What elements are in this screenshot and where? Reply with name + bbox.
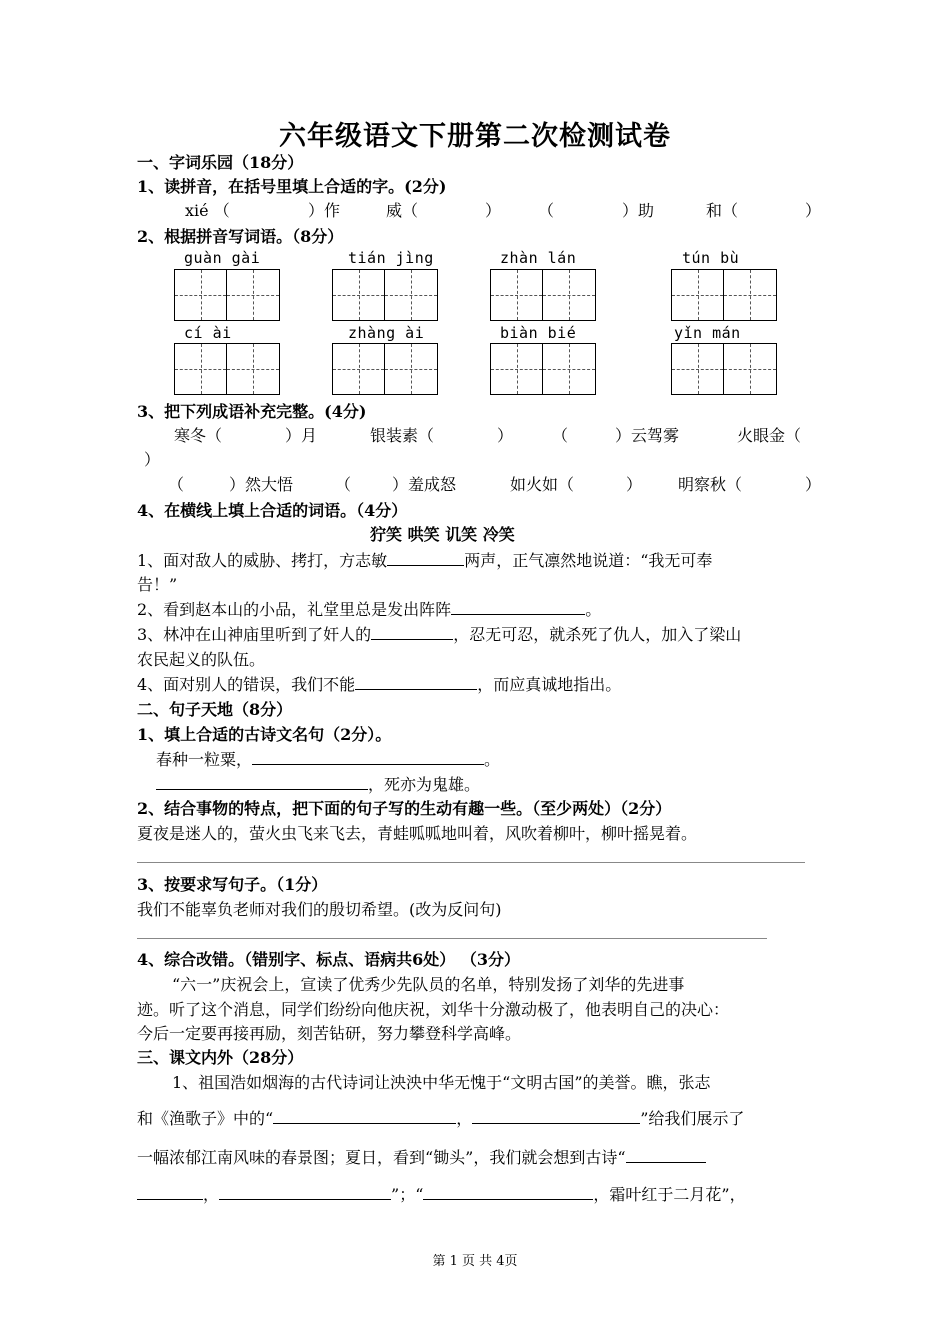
s2-q2-text: 夏夜是迷人的，萤火虫飞来飞去，青蛙呱呱地叫着，风吹着柳叶，柳叶摇晃着。	[137, 824, 698, 843]
writing-grid[interactable]	[671, 269, 777, 321]
answer-blank[interactable]	[355, 673, 477, 690]
idiom-part: （	[335, 475, 352, 494]
passage-text: ”；“	[391, 1185, 424, 1204]
passage-text: ，	[203, 1185, 220, 1204]
s2-q1-heading: 1、填上合适的古诗文名句（2分）。	[137, 725, 392, 744]
answer-blank[interactable]	[472, 1107, 640, 1124]
sentence-line	[137, 672, 621, 695]
sentence-text: ，而应真诚地指出。	[477, 675, 622, 694]
pinyin-label: tún bù	[682, 249, 740, 267]
idiom-part: ）然大悟	[229, 475, 294, 494]
passage-text: ，霜叶红于二月花”，	[593, 1185, 746, 1204]
pinyin-label: yǐn mán	[674, 324, 741, 342]
sentence-line	[137, 597, 601, 620]
poem-line	[156, 747, 500, 770]
passage-line	[137, 1106, 744, 1129]
passage-text: “六一”庆祝会上，宣读了优秀少先队员的名单，特别发扬了刘华的先进事	[172, 975, 685, 994]
pinyin-label: biàn bié	[500, 324, 577, 342]
passage-text: 和《渔歌子》中的“	[137, 1109, 274, 1128]
s2-q3-heading: 3、按要求写句子。（1分）	[137, 875, 328, 894]
answer-blank[interactable]	[423, 1183, 593, 1200]
q1-item: 和（	[706, 201, 739, 220]
passage-line	[137, 1145, 706, 1168]
s2-q3-text: 我们不能辜负老师对我们的殷切希望。(改为反问句)	[137, 900, 502, 919]
pinyin-label: tián jìng	[348, 249, 434, 267]
q1-item: ）	[485, 201, 502, 220]
idiom-part: 明察秋（	[678, 475, 743, 494]
word-bank: 狞笑 哄笑 讥笑 冷笑	[370, 525, 515, 544]
sentence-text: 。	[585, 600, 602, 619]
sentence-text: 告！”	[137, 575, 178, 594]
idiom-part: 寒冬（	[174, 426, 223, 445]
sentence-text: 两声，正气凛然地说道：“我无可奉	[464, 551, 713, 570]
idiom-part: （	[168, 475, 185, 494]
q2-heading: 2、根据拼音写词语。（8分）	[137, 227, 344, 246]
page-footer: 第 1 页 共 4页	[432, 1254, 518, 1269]
passage-text: ，	[456, 1109, 473, 1128]
passage-text: ”给我们展示了	[640, 1109, 745, 1128]
sentence-text: ，忍无可忍，就杀死了仇人，加入了梁山	[453, 625, 742, 644]
section-2-heading: 二、句子天地（8分）	[137, 700, 293, 719]
answer-blank[interactable]	[387, 549, 464, 566]
answer-blank[interactable]	[371, 623, 453, 640]
s2-q4-heading: 4、综合改错。（错别字、标点、语病共6处） （3分）	[137, 950, 520, 969]
poem-text: 春种一粒粟，	[156, 750, 253, 769]
sentence-text: 农民起义的队伍。	[137, 650, 266, 669]
idiom-part: ）	[805, 475, 822, 494]
poem-line	[156, 772, 480, 795]
writing-grid[interactable]	[490, 269, 596, 321]
q3-heading: 3、把下列成语补充完整。(4分)	[137, 402, 367, 421]
idiom-part: 如火如（	[510, 475, 575, 494]
sentence-text: 3、林冲在山神庙里听到了奸人的	[137, 625, 372, 644]
idiom-part: ）月	[285, 426, 318, 445]
writing-grid[interactable]	[174, 343, 280, 395]
passage-line	[137, 1182, 746, 1205]
idiom-part: ）	[626, 475, 643, 494]
section-3-heading: 三、课文内外（28分）	[137, 1048, 304, 1067]
sentence-text: 2、看到赵本山的小品，礼堂里总是发出阵阵	[137, 600, 452, 619]
q1-item: 威（	[386, 201, 419, 220]
answer-line[interactable]	[137, 938, 767, 939]
answer-blank[interactable]	[137, 1183, 203, 1200]
section-1-heading: 一、字词乐园（18分）	[137, 153, 304, 172]
sentence-line	[137, 622, 741, 645]
answer-blank[interactable]	[252, 748, 484, 765]
answer-blank[interactable]	[156, 773, 368, 790]
passage-text: 一幅浓郁江南风味的春景图；夏日，看到“锄头”，我们就会想到古诗“	[137, 1148, 626, 1167]
writing-grid[interactable]	[490, 343, 596, 395]
page-title: 六年级语文下册第二次检测试卷	[279, 121, 671, 152]
idiom-part: ）云驾雾	[615, 426, 680, 445]
answer-blank[interactable]	[273, 1107, 456, 1124]
idiom-part: 火眼金（	[737, 426, 802, 445]
idiom-part: ）	[497, 426, 514, 445]
passage-text: 1、祖国浩如烟海的古代诗词让泱泱中华无愧于“文明古国”的美誉。瞧，张志	[172, 1073, 711, 1092]
answer-blank[interactable]	[451, 598, 585, 615]
writing-grid[interactable]	[671, 343, 777, 395]
idiom-part: （	[552, 426, 569, 445]
pinyin-label: zhàng ài	[348, 324, 425, 342]
sentence-text: 4、面对别人的错误，我们不能	[137, 675, 356, 694]
writing-grid[interactable]	[174, 269, 280, 321]
poem-text: 。	[484, 750, 501, 769]
sentence-text: 1、面对敌人的威胁、拷打，方志敏	[137, 551, 388, 570]
answer-blank[interactable]	[219, 1183, 391, 1200]
q1-heading: 1、读拼音，在括号里填上合适的字。(2分)	[137, 177, 447, 196]
writing-grid[interactable]	[332, 269, 438, 321]
writing-grid[interactable]	[332, 343, 438, 395]
passage-text: 今后一定要再接再励，刻苦钻研，努力攀登科学高峰。	[137, 1024, 522, 1043]
q1-item: xié （	[185, 201, 230, 220]
answer-line[interactable]	[137, 862, 805, 863]
answer-blank[interactable]	[626, 1146, 706, 1163]
pinyin-label: cí ài	[184, 324, 232, 342]
idiom-part: ）	[144, 450, 161, 469]
sentence-line	[137, 548, 712, 571]
q1-item: ）作	[308, 201, 341, 220]
pinyin-label: guàn gài	[184, 249, 261, 267]
q1-item: （	[538, 201, 555, 220]
q1-item: ）	[805, 201, 822, 220]
pinyin-label: zhàn lán	[500, 249, 577, 267]
poem-text: ，死亦为鬼雄。	[368, 775, 481, 794]
q4-heading: 4、在横线上填上合适的词语。（4分）	[137, 501, 408, 520]
s2-q2-heading: 2、结合事物的特点，把下面的句子写的生动有趣一些。（至少两处）（2分）	[137, 799, 672, 818]
q1-item: ）助	[622, 201, 655, 220]
idiom-part: 银装素（	[370, 426, 435, 445]
idiom-part: ）羞成怒	[392, 475, 457, 494]
passage-text: 迹。听了这个消息，同学们纷纷向他庆祝，刘华十分激动极了，他表明自己的决心：	[137, 1000, 730, 1019]
